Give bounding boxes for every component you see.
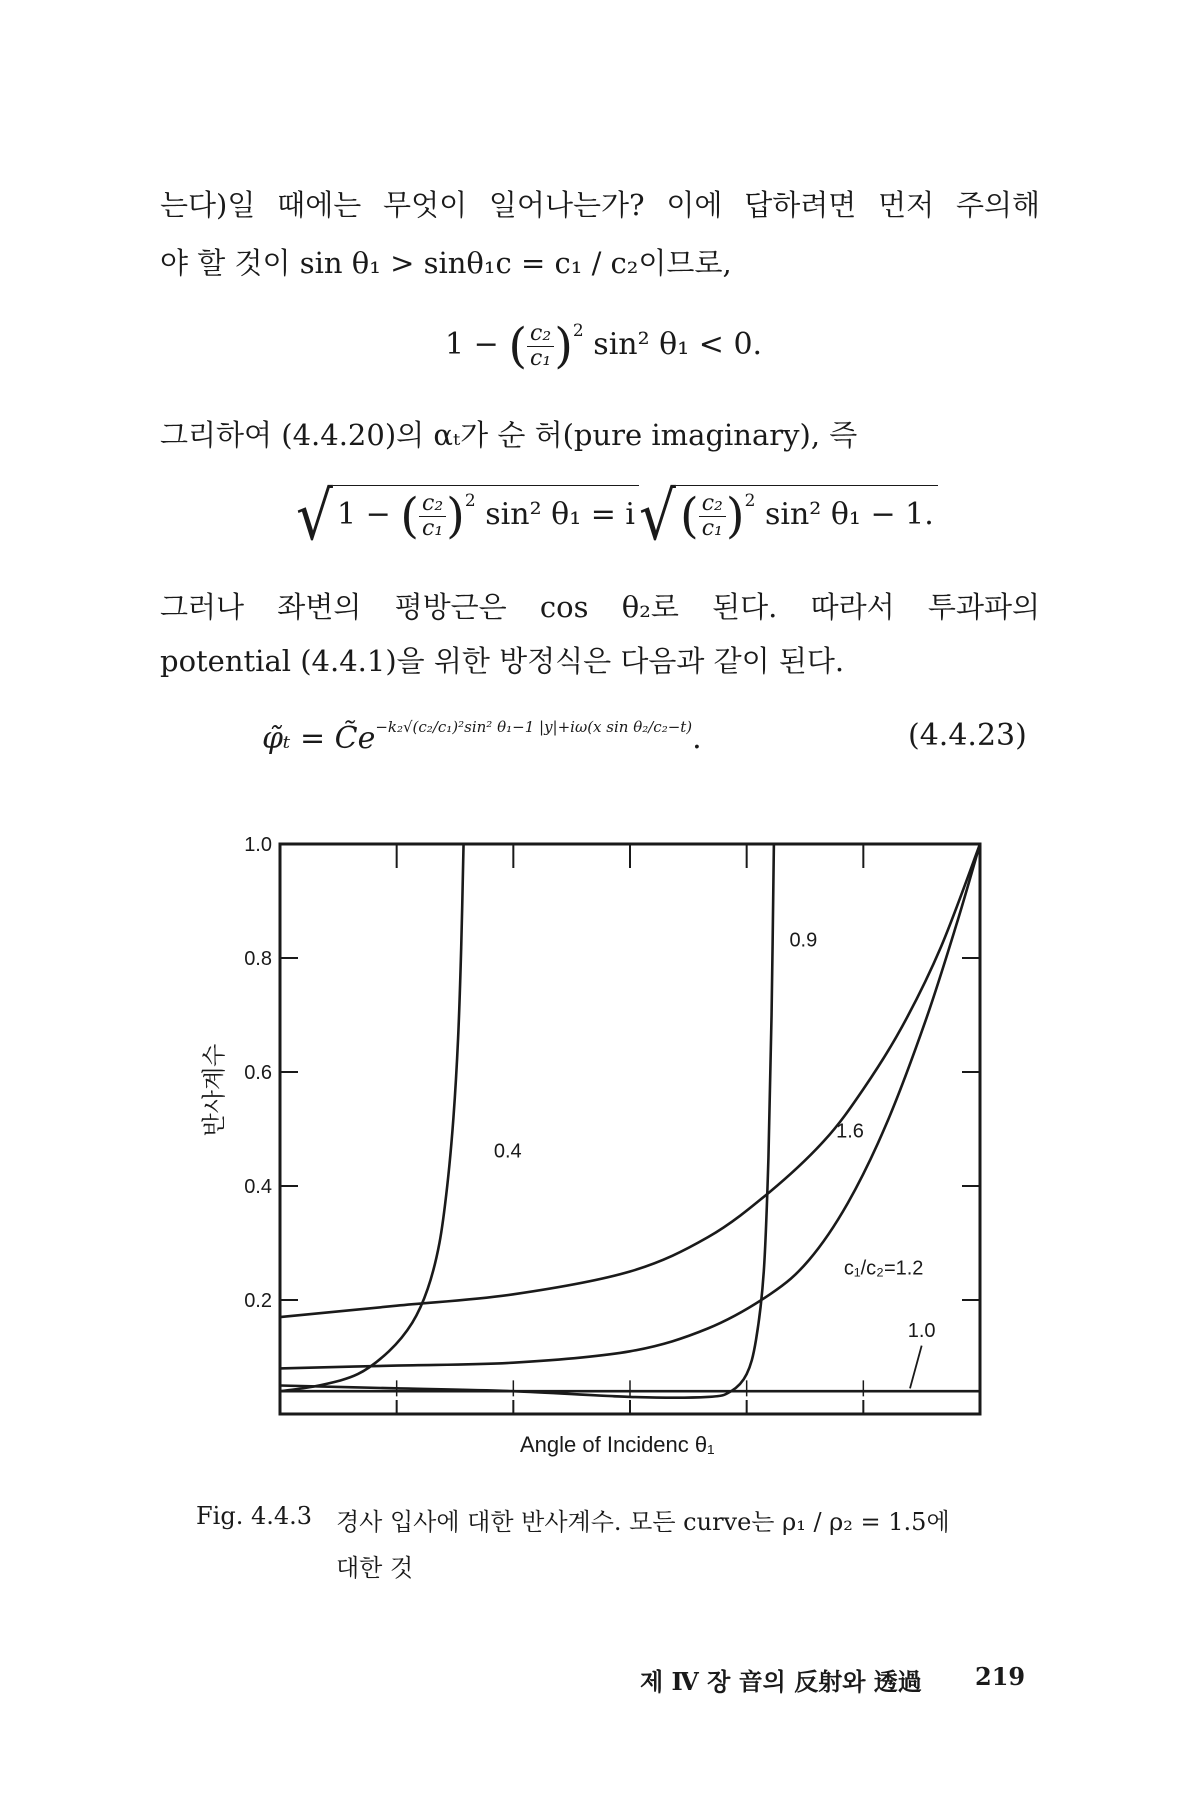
y-axis-title: 반사계수: [201, 1043, 228, 1137]
paragraph-line-5: potential (4.4.1)을 위한 방정식은 다음과 같이 된다.: [160, 644, 845, 678]
label-leader-line: [910, 1346, 922, 1389]
y-tick-label: 0.2: [244, 1290, 272, 1312]
series-label-0: 0.4: [493, 1140, 522, 1163]
equation-1: 1 − ( $\frac{\text{c₂}}{\text{c₁}}$ )$^2$ sin² θ₁ < 0.: [445, 318, 763, 374]
eq3-lhs: φ̃ₜ = C̃e: [262, 721, 376, 756]
series-label-4: 1.0: [907, 1320, 936, 1343]
axis-ticks: [244, 834, 995, 1420]
series-label-2: 1.6: [836, 1120, 864, 1143]
paragraph-line-3: 그리하여 (4.4.20)의 αₜ가 순 허(pure imaginary), 즉: [160, 418, 858, 452]
figure-caption-line-2: 대한 것: [336, 1554, 414, 1582]
series-label-1: 0.9: [789, 929, 818, 952]
plot-frame: [280, 844, 980, 1414]
y-axis-title-group: [201, 1044, 228, 1137]
running-footer: 제 Ⅳ 장 音의 反射와 透過: [640, 1667, 922, 1696]
series-line-2: [280, 844, 980, 1317]
eq1-rest: sin² θ₁ < 0.: [593, 327, 763, 362]
y-tick-label: 0.4: [244, 1176, 272, 1198]
y-tick-label: 0.8: [244, 948, 272, 970]
equation-3-number: (4.4.23): [908, 718, 1027, 753]
reflection-coefficient-chart: [200, 820, 1000, 1420]
series-lines: [280, 844, 980, 1398]
series-line-1: [280, 844, 774, 1398]
x-axis-title: Angle of Incidenc θ₁: [520, 1432, 715, 1457]
eq3-exponent: −k₂√(c₂/c₁)²sin² θ₁−1 |y|+iω(x sin θ₂/c₂−t): [375, 718, 693, 736]
paragraph-line-4: 그러나 좌변의 평방근은 cos θ₂로 된다. 따라서 투과파의: [160, 590, 1040, 624]
eq1-one: 1 −: [445, 327, 499, 362]
paragraph-line-1: 는다)일 때에는 무엇이 일어나는가? 이에 답하려면 먼저 주의해: [160, 188, 1040, 222]
equation-3: φ̃ₜ = $C̃e^{-k_2√(c_2/c_1)^2sin^2 \theta_1-1 |y|+i\omega(x sin \theta_2/c_2-t)}$.: [262, 718, 702, 756]
y-tick-label: 1.0: [244, 834, 272, 856]
eq1-fraction: $\frac{\text{c₂}}{\text{c₁}}$: [527, 322, 554, 369]
figure-caption-label: Fig. 4.4.3: [196, 1502, 313, 1530]
series-label-3: c₁/c₂=1.2: [843, 1257, 924, 1280]
page-number: 219: [975, 1662, 1026, 1691]
series-line-3: [280, 844, 980, 1368]
paragraph-line-2: 야 할 것이 sin θ₁ > sinθ₁c = c₁ / c₂이므로,: [160, 246, 732, 280]
y-tick-label: 0.6: [244, 1062, 272, 1084]
figure-caption-line-1: 경사 입사에 대한 반사계수. 모든 curve는 ρ₁ / ρ₂ = 1.5에: [336, 1508, 950, 1536]
equation-2: √ 1 − ( $\frac{\text{c₂}}{\text{c₁}}$ )$^2$ sin² θ₁ = i√( $\frac{\text{c₂}}{\text{c₁}}$ )$^2$ sin² θ₁ − 1.: [296, 482, 938, 550]
